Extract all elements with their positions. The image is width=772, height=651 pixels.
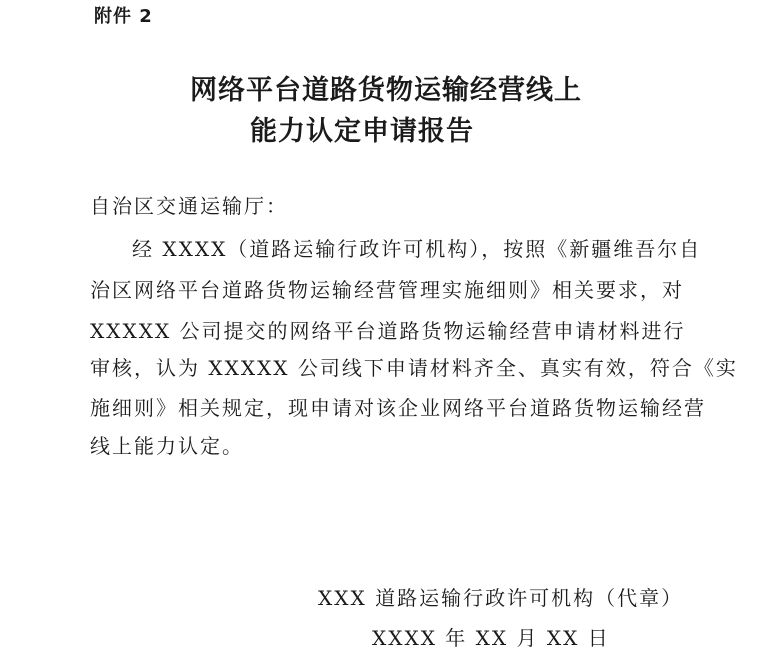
body-line-3: XXXXX 公司提交的网络平台道路货物运输经营申请材料进行 bbox=[90, 319, 686, 343]
body-line-4: 审核，认为 XXXXX 公司线下申请材料齐全、真实有效，符合《实 bbox=[90, 356, 738, 380]
annex-label: 附件 2 bbox=[94, 6, 153, 27]
body-line-6: 线上能力认定。 bbox=[90, 434, 244, 458]
title-line-1: 网络平台道路货物运输经营线上 bbox=[190, 75, 582, 106]
signature-date: XXXX 年 XX 月 XX 日 bbox=[372, 626, 610, 650]
body-line-5: 施细则》相关规定，现申请对该企业网络平台道路货物运输经营 bbox=[90, 396, 706, 420]
body-line-1: 经 XXXX（道路运输行政许可机构），按照《新疆维吾尔自 bbox=[132, 237, 702, 261]
title-line-2: 能力认定申请报告 bbox=[250, 116, 474, 147]
signature-org: XXX 道路运输行政许可机构（代章） bbox=[318, 586, 684, 610]
salutation: 自治区交通运输厅： bbox=[90, 194, 288, 218]
body-line-2: 治区网络平台道路货物运输经营管理实施细则》相关要求，对 bbox=[90, 278, 684, 302]
